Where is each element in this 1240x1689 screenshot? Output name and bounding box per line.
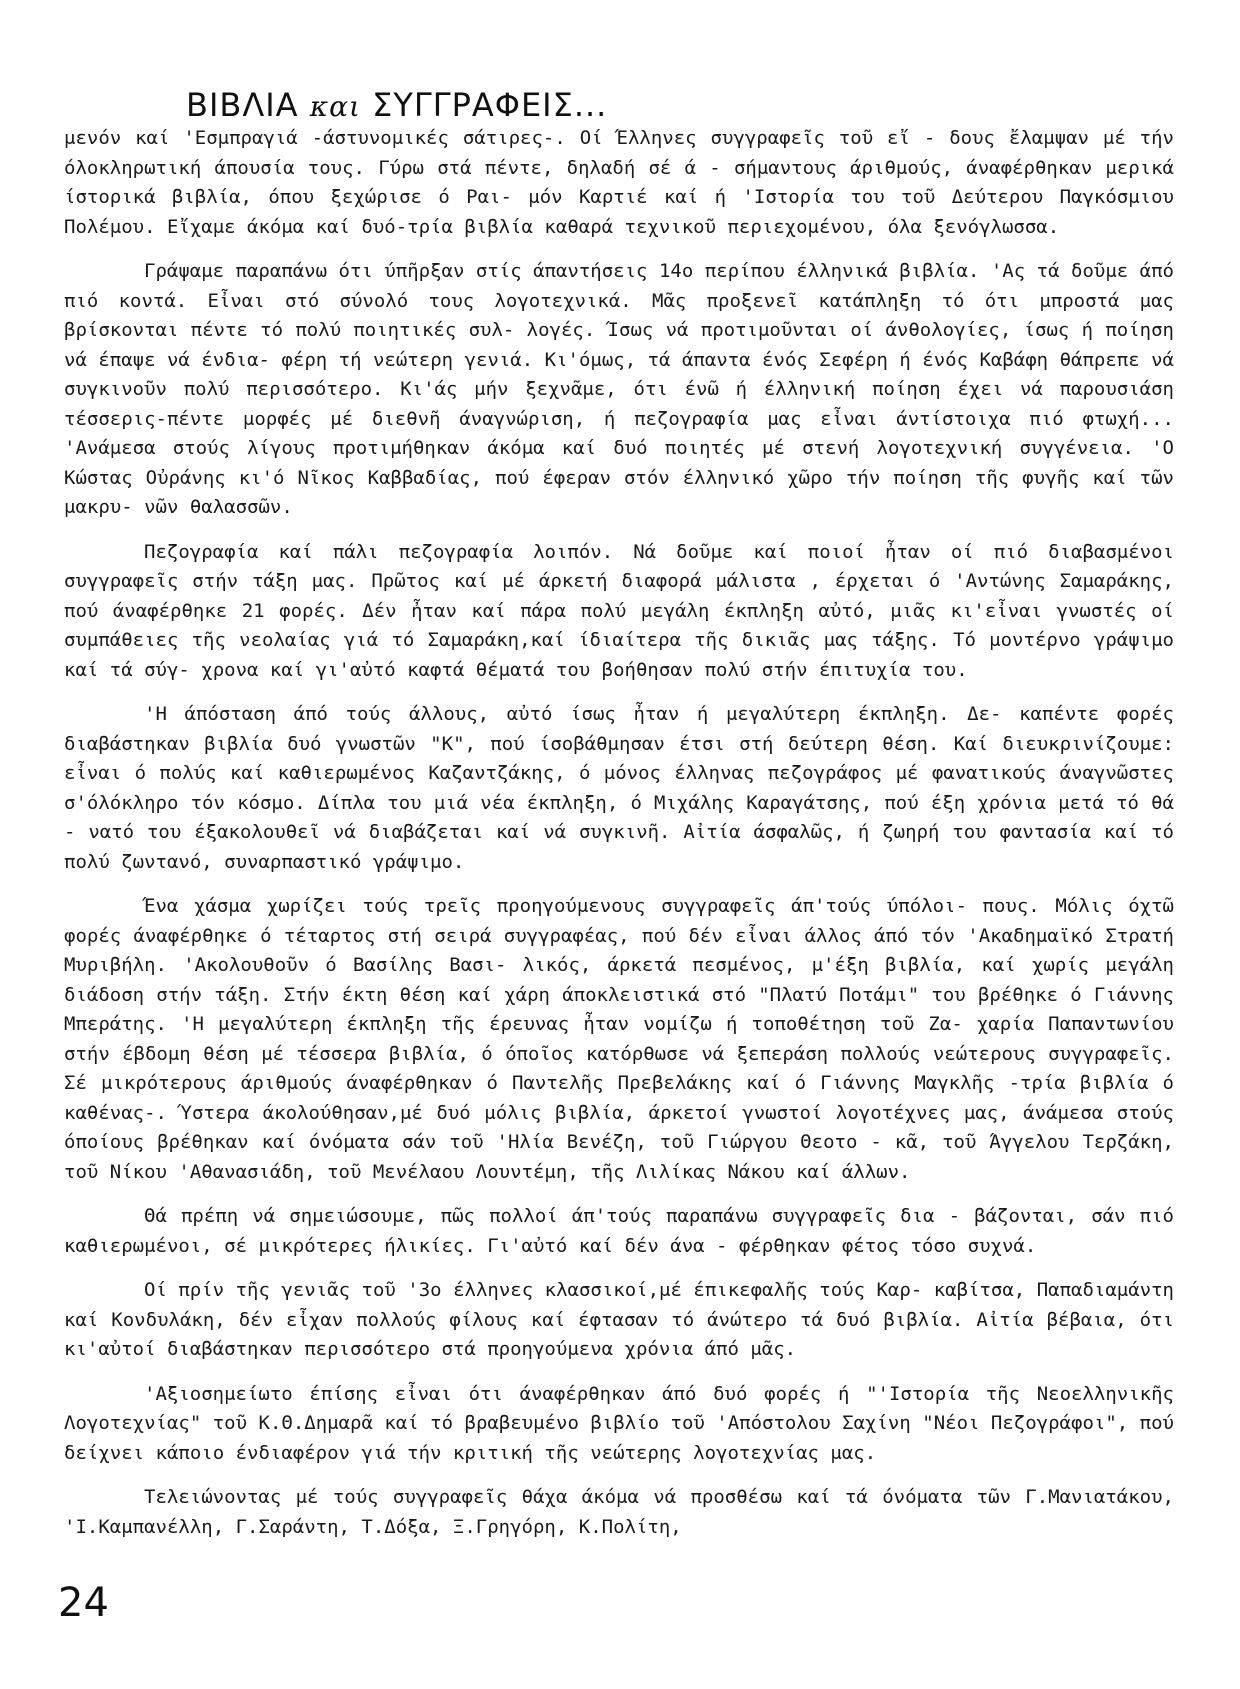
section-header (186, 86, 607, 124)
header-title-2: ΣΥΓΓΡΑΦΕΙΣ... (372, 86, 608, 124)
paragraph: 'Η άπόσταση άπό τούς άλλους, αὐτό ίσως ἦταν ή μεγαλύτερη έκπληξη. Δε- καπέντε φορές διαβάστηκαν βιβλία δυό γνωστῶν "Κ", πού ίσοβάθμησαν έτσι στή δεύτερη θέση. Καί διευκρινίζουμε: εἶναι ό πολύς καί καθιερωμένος Καζαντζάκης, ό μόνος έλληνας πεζογράφος μέ φανατικούς άναγνῶστες σ'όλόκληρο τόν κόσμο. Δίπλα του μιά νέα έκπληξη, ό Μιχάλης Καραγάτσης, πού έξη χρόνια μετά τό θά - νατό του έξακολουθεῖ νά διαβάζεται καί νά συγκινῆ. Αἰτία άσφαλῶς, ή ζωηρή του φαντασία καί τό πολύ ζωντανό, συναρπαστικό γράψιμο. (64, 703, 1174, 873)
paragraph: Γράψαμε παραπάνω ότι ύπῆρξαν στίς άπαντήσεις 14ο περίπου έλληνικά βιβλία. 'Ας τά δοῦμε άπό πιό κοντά. Εἶναι στό σύνολό τους λογοτεχνικά. Μᾶς προξενεῖ κατάπληξη τό ότι μπροστά μας βρίσκονται πέντε τό πολύ ποιητικές συλ- λογές. Ίσως νά προτιμοῦνται οί άνθολογίες, ίσως ή ποίηση νά έπαψε νά ένδια- φέρη τή νεώτερη γενιά. Κι'όμως, τά άπαντα ένός Σεφέρη ή ένός Καβάφη θάπρεπε νά συγκινοῦν πολύ περισσότερο. Κι'άς μήν ξεχνᾶμε, ότι ένῶ ή έλληνική ποίηση έχει νά παρουσιάση τέσσερις-πέντε μορφές μέ διεθνῆ άναγνώριση, ή πεζογραφία μας εἶναι άντίστοιχα πιό φτωχή... 'Ανάμεσα στούς λίγους προτιμήθηκαν άκόμα καί δυό ποιητές μέ στενή λογοτεχνική συγγένεια. 'Ο Κώστας Οὐράνης κι'ό Νῖκος Καββαδίας, πού έφεραν στόν έλληνικό χῶρο τήν ποίηση τῆς φυγῆς καί τῶν μακρυ- νῶν θαλασσῶν. (64, 260, 1174, 518)
page-number: 24 (58, 1580, 109, 1626)
paragraph: μενόν καί 'Εσμπραγιά -άστυνομικές σάτιρες-. Οί Έλληνες συγγραφεῖς τοῦ εἴ - δους ἔλαμψαν μέ τήν όλοκληρωτική άπουσία τους. Γύρω στά πέντε, δηλαδή σέ ά - σήμαντους άριθμούς, άναφέρθηκαν μερικά ίστορικά βιβλία, όπου ξεχώρισε ό Ραι- μόν Καρτιέ καί ή 'Ιστορία του τοῦ Δεύτερου Παγκόσμιου Πολέμου. Εἴχαμε άκόμα καί δυό-τρία βιβλία καθαρά τεχνικοῦ περιεχομένου, όλα ξενόγλωσσα. (64, 127, 1174, 238)
paragraph: 'Αξιοσημείωτο έπίσης εἶναι ότι άναφέρθηκαν άπό δυό φορές ή "'Ιστορία τῆς Νεοελληνικῆς Λογοτεχνίας" τοῦ Κ.Θ.Δημαρᾶ καί τό βραβευμένο βιβλίο τοῦ 'Απόστολου Σαχίνη "Νέοι Πεζογράφοι", πού δείχνει κάποιο ένδιαφέρον γιά τήν κριτική τῆς νεώτερης λογοτεχνίας μας. (64, 1382, 1174, 1464)
paragraph: Τελειώνοντας μέ τούς συγγραφεῖς θάχα άκόμα νά προσθέσω καί τά όνόματα τῶν Γ.Μανιατάκου, 'Ι.Καμπανέλλη, Γ.Σαράντη, Τ.Δόξα, Ξ.Γρηγόρη, Κ.Πολίτη, (64, 1486, 1174, 1538)
paragraph: Οί πρίν τῆς γενιᾶς τοῦ '3ο έλληνες κλασσικοί,μέ έπικεφαλῆς τούς Καρ- καβίτσα, Παπαδιαμάντη καί Κονδυλάκη, δέν εἶχαν πολλούς φίλους καί έφτασαν τό άνώτερο τά δυό βιβλία. Αἰτία βέβαια, ότι κι'αὐτοί διαβάστηκαν περισσότερο στά προηγούμενα χρόνια άπό μᾶς. (64, 1279, 1174, 1360)
paragraph: Θά πρέπη νά σημειώσουμε, πῶς πολλοί άπ'τούς παραπάνω συγγραφεῖς δια - βάζονται, σάν πιό καθιερωμένοι, σέ μικρότερες ήλικίες. Γι'αὐτό καί δέν άνα - φέρθηκαν φέτος τόσο συχνά. (64, 1205, 1174, 1257)
paragraph: Ένα χάσμα χωρίζει τούς τρεῖς προηγούμενους συγγραφεῖς άπ'τούς ύπόλοι- πους. Μόλις όχτῶ φορές άναφέρθηκε ό τέταρτος στή σειρά συγγραφέας, πού δέν εἶναι άλλος άπό τόν 'Ακαδημαϊκό Στρατή Μυριβήλη. 'Ακολουθοῦν ό Βασίλης Βασι- λικός, άρκετά πεσμένος, μ'έξη βιβλία, καί χωρίς μεγάλη διάδοση στήν τάξη. Στήν έκτη θέση καί χάρη άποκλειστικά στό "Πλατύ Ποτάμι" του βρέθηκε ό Γιάννης Μπεράτης. 'Η μεγαλύτερη έκπληξη τῆς έρευνας ἦταν νομίζω ή τοποθέτηση τοῦ Ζα- χαρία Παπαντωνίου στήν έβδομη θέση μέ τέσσερα βιβλία, ό όποῖος κατόρθωσε νά ξεπεράση πολλούς νεώτερους συγγραφεῖς. Σέ μικρότερους άριθμούς άναφέρθηκαν ό Παντελῆς Πρεβελάκης καί ό Γιάννης Μαγκλῆς -τρία βιβλία ό καθένας-. Ύστερα άκολούθησαν,μέ δυό μόλις βιβλία, άρκετοί γνωστοί λογοτέχνες μας, άνάμεσα στούς όποίους βρέθηκαν καί όνόματα σάν τοῦ 'Ηλία Βενέζη, τοῦ Γιώργου Θεοτο - κᾶ, τοῦ Άγγελου Τερζάκη, τοῦ Νίκου 'Αθανασιάδη, τοῦ Μενέλαου Λουντέμη, τῆς Λιλίκας Νάκου καί άλλων. (64, 895, 1174, 1183)
header-conjunction: και (309, 90, 361, 123)
header-title: ΒΙΒΛΙΑ (186, 86, 299, 124)
paragraph: Πεζογραφία καί πάλι πεζογραφία λοιπόν. Νά δοῦμε καί ποιοί ἦταν οί πιό διαβασμένοι συγγραφεῖς στήν τάξη μας. Πρῶτος καί μέ άρκετή διαφορά μάλιστα , έρχεται ό 'Αντώνης Σαμαράκης, πού άναφέρθηκε 21 φορές. Δέν ἦταν καί πάρα πολύ μεγάλη έκπληξη αὐτό, μιᾶς κι'εἶναι γνωστές οί συμπάθειες τῆς νεολαίας γιά τό Σαμαράκη,καί ίδιαίτερα τῆς δικιᾶς μας τάξης. Τό μοντέρνο γράψιμο καί τά σύγ- χρονα καί γι'αὐτό καφτά θέματά του βοήθησαν πολύ στήν έπιτυχία του. (64, 540, 1174, 681)
article-body (64, 124, 1174, 1557)
